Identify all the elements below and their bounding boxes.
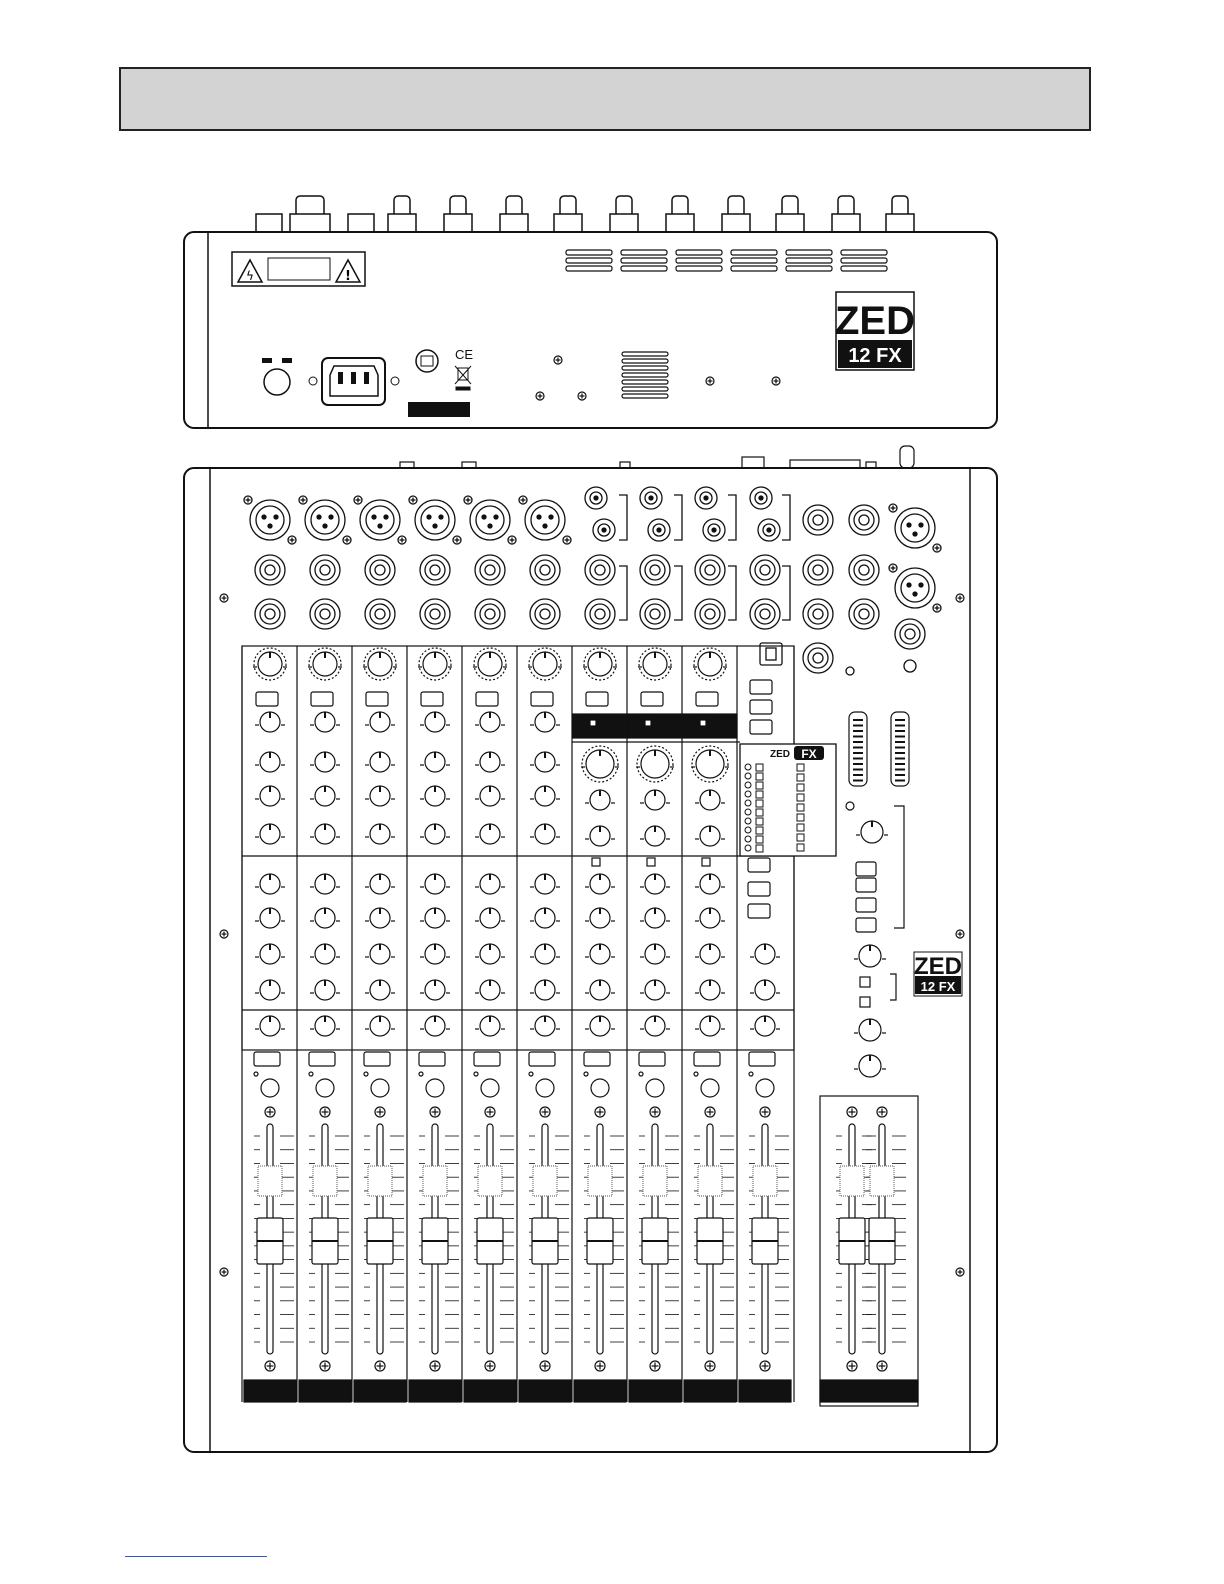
jack-hole[interactable]	[813, 515, 823, 525]
led	[309, 1072, 313, 1076]
switch-button[interactable]	[748, 882, 770, 896]
xlr-pin	[317, 515, 321, 519]
fx-program-box	[797, 834, 804, 841]
jack-hole[interactable]	[265, 565, 275, 575]
jack-hole[interactable]	[265, 609, 275, 619]
switch-button[interactable]	[256, 692, 278, 706]
fx-program-box	[797, 774, 804, 781]
fx-led	[745, 791, 751, 797]
switch-button[interactable]	[856, 878, 876, 892]
switch-button[interactable]	[641, 692, 663, 706]
rear-panel	[184, 196, 997, 428]
pfl-button[interactable]	[261, 1079, 279, 1097]
jack-hole[interactable]	[595, 609, 605, 619]
pfl-button[interactable]	[756, 1079, 774, 1097]
jack-hole[interactable]	[540, 565, 550, 575]
channel-label-strip	[739, 1380, 791, 1402]
fx-select-box	[756, 836, 763, 843]
fader-pattern[interactable]	[588, 1166, 612, 1196]
xlr-ring	[256, 506, 284, 534]
xlr-pin	[543, 524, 547, 528]
fader-pattern[interactable]	[643, 1166, 667, 1196]
xlr-pin	[274, 515, 278, 519]
xlr-ring	[366, 506, 394, 534]
xlr-pin	[913, 592, 917, 596]
mute-button[interactable]	[694, 1052, 720, 1066]
fader-pattern[interactable]	[423, 1166, 447, 1196]
channel-label-strip	[299, 1380, 351, 1402]
pfl-button[interactable]	[316, 1079, 334, 1097]
fx-select-box	[756, 782, 763, 789]
led	[364, 1072, 368, 1076]
pfl-button[interactable]	[591, 1079, 609, 1097]
xlr-pin	[907, 523, 911, 527]
fx-led	[745, 782, 751, 788]
jack-hole[interactable]	[375, 609, 385, 619]
fx-select-box	[756, 818, 763, 825]
ce-mark: CE	[454, 347, 474, 362]
stereo-indicator	[645, 720, 651, 726]
jack-hole[interactable]	[540, 609, 550, 619]
fader-pattern[interactable]	[533, 1166, 557, 1196]
xlr-pin	[537, 515, 541, 519]
switch-button[interactable]	[476, 692, 498, 706]
pfl-button[interactable]	[426, 1079, 444, 1097]
rca-pin	[602, 528, 606, 532]
fx-label: FX	[801, 747, 817, 761]
switch-button[interactable]	[748, 858, 770, 872]
fx-led	[745, 836, 751, 842]
channel-label-strip	[629, 1380, 681, 1402]
led	[419, 1072, 423, 1076]
pfl-button[interactable]	[481, 1079, 499, 1097]
fx-select-box	[756, 827, 763, 834]
rear-vent-slot	[622, 394, 668, 398]
fx-select-box	[756, 764, 763, 771]
switch-button[interactable]	[750, 680, 772, 694]
led	[529, 1072, 533, 1076]
stereo-label-strip	[573, 714, 627, 738]
pfl-button[interactable]	[701, 1079, 719, 1097]
fx-led	[745, 764, 751, 770]
xlr-pin	[433, 524, 437, 528]
switch-button[interactable]	[750, 700, 772, 714]
rear-knob-base[interactable]	[776, 214, 804, 232]
jack-hole[interactable]	[760, 609, 770, 619]
jack-hole[interactable]	[705, 609, 715, 619]
rear-knob-base[interactable]	[500, 214, 528, 232]
xlr-pin	[262, 515, 266, 519]
rear-knob-base[interactable]	[610, 214, 638, 232]
fader-pattern[interactable]	[368, 1166, 392, 1196]
xlr-pin	[549, 515, 553, 519]
stereo-label-strip	[628, 714, 682, 738]
rca-pin	[759, 496, 763, 500]
serial-label	[408, 402, 470, 417]
svg-text:!: !	[345, 269, 351, 284]
jack-hole[interactable]	[859, 515, 869, 525]
switch-button[interactable]	[750, 720, 772, 734]
footer-link-underline	[125, 1556, 267, 1557]
warning-label	[232, 252, 365, 286]
led	[749, 1072, 753, 1076]
rca-pin	[649, 496, 653, 500]
fx-select-box	[756, 809, 763, 816]
switch-button[interactable]	[856, 898, 876, 912]
jack-hole[interactable]	[485, 565, 495, 575]
channel-label-strip	[519, 1380, 571, 1402]
stereo-label-strip	[683, 714, 737, 738]
iec-power-socket[interactable]	[309, 358, 399, 405]
power-switch[interactable]	[264, 369, 290, 395]
jack-hole[interactable]	[650, 609, 660, 619]
led	[584, 1072, 588, 1076]
led	[904, 660, 916, 672]
fader-pattern[interactable]	[840, 1166, 864, 1196]
jack-hole[interactable]	[813, 653, 823, 663]
rear-knob-base[interactable]	[886, 214, 914, 232]
fader-pattern[interactable]	[313, 1166, 337, 1196]
xlr-pin	[439, 515, 443, 519]
channel-label-strip	[464, 1380, 516, 1402]
xlr-pin	[372, 515, 376, 519]
rear-vent-slot	[622, 359, 668, 363]
rca-pin	[594, 496, 598, 500]
stereo-indicator	[590, 720, 596, 726]
fx-select-box	[756, 791, 763, 798]
fx-select-box	[756, 845, 763, 852]
mute-button[interactable]	[364, 1052, 390, 1066]
rear-vent-slot	[622, 352, 668, 356]
rear-knob-base[interactable]	[348, 214, 374, 232]
xlr-ring	[476, 506, 504, 534]
pfl-button[interactable]	[646, 1079, 664, 1097]
rear-vent-slot	[622, 387, 668, 391]
fx-program-box	[797, 794, 804, 801]
rca-pin	[657, 528, 661, 532]
fx-select-box	[756, 800, 763, 807]
master-label-strip	[820, 1380, 918, 1402]
xlr-pin	[482, 515, 486, 519]
rear-vent	[622, 352, 668, 398]
xlr-pin	[268, 524, 272, 528]
rear-knob-base[interactable]	[444, 214, 472, 232]
rear-knob-base[interactable]	[666, 214, 694, 232]
xlr-pin	[488, 524, 492, 528]
jack-hole[interactable]	[430, 609, 440, 619]
channel-label-strip	[244, 1380, 296, 1402]
select-button[interactable]	[860, 977, 870, 987]
switch-button[interactable]	[531, 692, 553, 706]
xlr-pin	[427, 515, 431, 519]
panel-logo-zed: ZED	[914, 953, 962, 980]
fx-led	[745, 818, 751, 824]
mute-button[interactable]	[749, 1052, 775, 1066]
xlr-pin	[329, 515, 333, 519]
power-switch-mark-off	[262, 358, 272, 363]
fader-pattern[interactable]	[753, 1166, 777, 1196]
fader-pattern[interactable]	[698, 1166, 722, 1196]
fx-program-box	[797, 764, 804, 771]
rca-pin	[704, 496, 708, 500]
select-button[interactable]	[860, 997, 870, 1007]
jack-hole[interactable]	[595, 565, 605, 575]
mute-button[interactable]	[584, 1052, 610, 1066]
xlr-ring	[901, 514, 929, 542]
jack-hole[interactable]	[430, 565, 440, 575]
xlr-pin	[384, 515, 388, 519]
usb-socket-inner	[766, 648, 776, 660]
mute-button[interactable]	[529, 1052, 555, 1066]
rear-logo	[835, 292, 915, 370]
fx-led	[745, 809, 751, 815]
rear-knob-base[interactable]	[256, 214, 282, 232]
jack-hole[interactable]	[859, 609, 869, 619]
mute-button[interactable]	[474, 1052, 500, 1066]
fx-led	[745, 800, 751, 806]
rca-pin	[712, 528, 716, 532]
svg-text:ϟ: ϟ	[246, 269, 254, 283]
rear-knob-base[interactable]	[388, 214, 416, 232]
jack-hole[interactable]	[813, 565, 823, 575]
rear-logo-zed: ZED	[835, 299, 915, 343]
fx-led	[745, 845, 751, 851]
fx-program-box	[797, 784, 804, 791]
mute-button[interactable]	[639, 1052, 665, 1066]
led	[846, 667, 854, 675]
xlr-ring	[311, 506, 339, 534]
stereo-indicator	[700, 720, 706, 726]
fx-select-box	[756, 773, 763, 780]
fx-program-box	[797, 824, 804, 831]
xlr-pin	[919, 583, 923, 587]
jack-hole[interactable]	[905, 629, 915, 639]
pfl-button[interactable]	[371, 1079, 389, 1097]
panel-logo	[914, 952, 962, 996]
switch-button[interactable]	[856, 918, 876, 932]
xlr-pin	[378, 524, 382, 528]
rear-vent-slot	[622, 380, 668, 384]
rear-knob-base[interactable]	[290, 214, 330, 232]
fader-pattern[interactable]	[870, 1166, 894, 1196]
jack-hole[interactable]	[320, 609, 330, 619]
jack-hole[interactable]	[320, 565, 330, 575]
rear-logo-model: 12 FX	[848, 345, 902, 367]
xlr-ring	[531, 506, 559, 534]
power-switch-mark-on	[282, 358, 292, 363]
jack-hole[interactable]	[813, 609, 823, 619]
jack-hole[interactable]	[760, 565, 770, 575]
rear-vent-slot	[622, 373, 668, 377]
jack-hole[interactable]	[650, 565, 660, 575]
channel-label-strip	[574, 1380, 626, 1402]
fx-program-box	[797, 804, 804, 811]
select-button[interactable]	[702, 858, 710, 866]
select-button[interactable]	[592, 858, 600, 866]
fx-program-box	[797, 844, 804, 851]
xlr-pin	[494, 515, 498, 519]
fader-pattern[interactable]	[478, 1166, 502, 1196]
pfl-button[interactable]	[536, 1079, 554, 1097]
rear-knob-base[interactable]	[832, 214, 860, 232]
fx-brand: ZED	[770, 749, 790, 760]
rear-knob-row	[256, 196, 914, 232]
led	[639, 1072, 643, 1076]
switch-button[interactable]	[696, 692, 718, 706]
mute-button[interactable]	[309, 1052, 335, 1066]
led	[846, 802, 854, 810]
channel-label-strip	[684, 1380, 736, 1402]
rear-knob-base[interactable]	[554, 214, 582, 232]
xlr-pin	[323, 524, 327, 528]
panel-logo-model: 12 FX	[920, 979, 956, 994]
fx-section	[740, 744, 836, 856]
jack-hole[interactable]	[859, 565, 869, 575]
select-button[interactable]	[647, 858, 655, 866]
xlr-pin	[913, 532, 917, 536]
xlr-pin	[919, 523, 923, 527]
mute-button[interactable]	[254, 1052, 280, 1066]
top-panel	[184, 446, 997, 1452]
switch-button[interactable]	[421, 692, 443, 706]
xlr-ring	[901, 574, 929, 602]
fx-led	[745, 827, 751, 833]
xlr-pin	[907, 583, 911, 587]
xlr-ring	[421, 506, 449, 534]
rear-vent-slot	[622, 366, 668, 370]
switch-button[interactable]	[311, 692, 333, 706]
led	[474, 1072, 478, 1076]
led	[694, 1072, 698, 1076]
channel-label-strip	[354, 1380, 406, 1402]
fader-pattern[interactable]	[258, 1166, 282, 1196]
switch-button[interactable]	[586, 692, 608, 706]
mute-button[interactable]	[419, 1052, 445, 1066]
switch-button[interactable]	[366, 692, 388, 706]
jack-hole[interactable]	[375, 565, 385, 575]
fx-program-box	[797, 814, 804, 821]
channel-label-strip	[409, 1380, 461, 1402]
rca-pin	[767, 528, 771, 532]
led	[254, 1072, 258, 1076]
fx-led	[745, 773, 751, 779]
rear-knob-base[interactable]	[722, 214, 750, 232]
jack-hole[interactable]	[705, 565, 715, 575]
jack-hole[interactable]	[485, 609, 495, 619]
switch-button[interactable]	[856, 862, 876, 876]
switch-button[interactable]	[748, 904, 770, 918]
